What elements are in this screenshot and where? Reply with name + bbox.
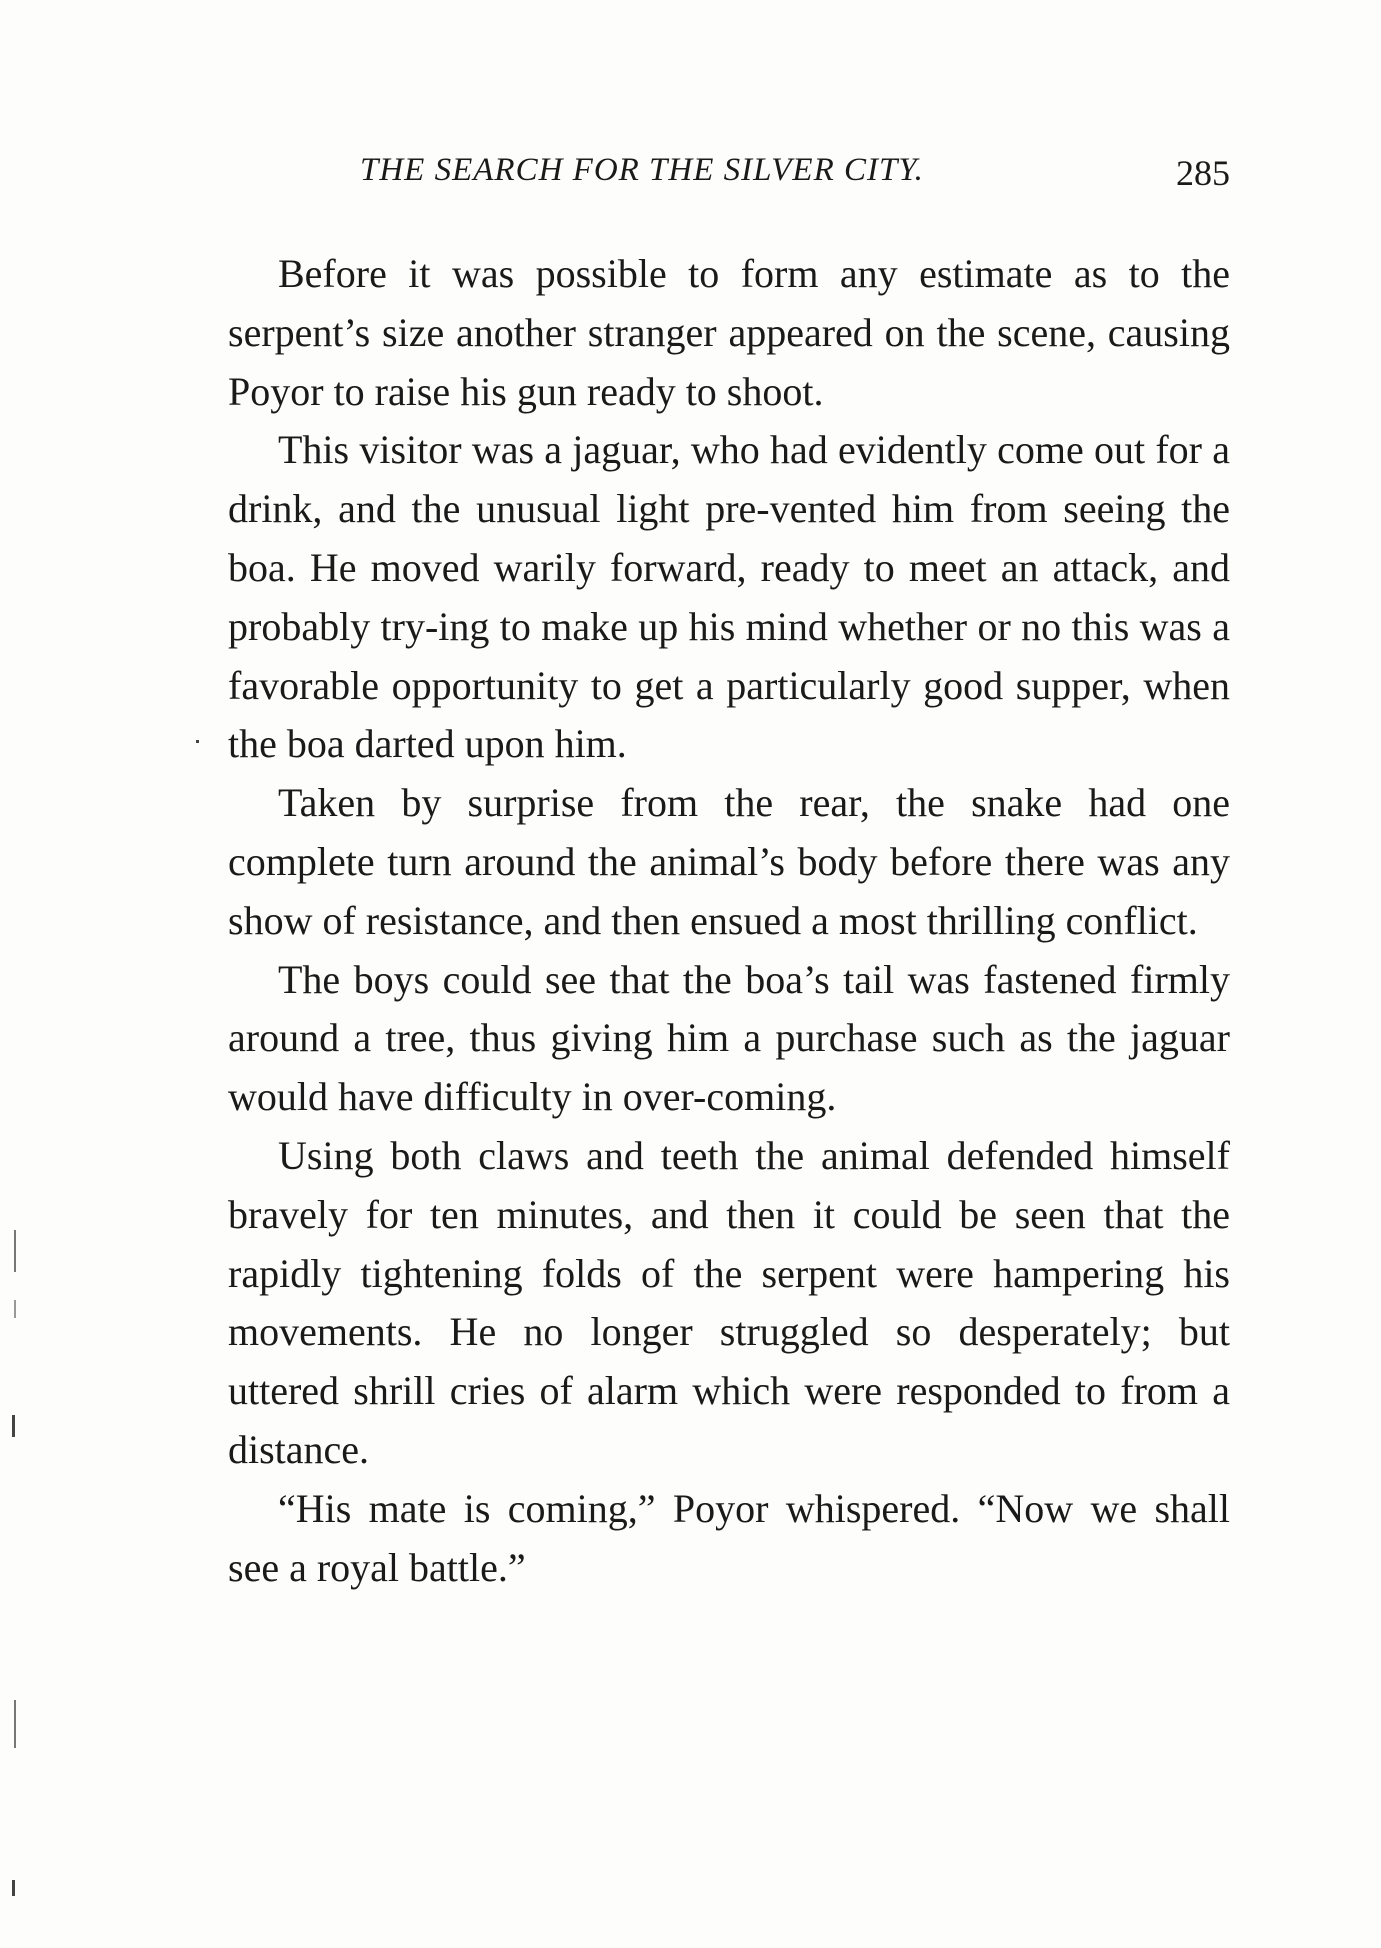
scan-speck bbox=[12, 1880, 15, 1896]
scan-speck bbox=[14, 1230, 16, 1272]
scan-speck bbox=[12, 1415, 15, 1437]
scan-speck bbox=[14, 1300, 16, 1318]
running-title: THE SEARCH FOR THE SILVER CITY. bbox=[360, 152, 924, 188]
scan-speck bbox=[14, 1700, 16, 1748]
body-text bbox=[228, 245, 1230, 1597]
paragraph: Using both claws and teeth the animal defended himself bravely for ten minutes, and then it could be seen that the rapidly tightening folds of the serpent were hampering his movements. He no longer struggled so desperately; but uttered shrill cries of alarm which were responded to from a distance. bbox=[228, 1132, 1230, 1472]
running-head bbox=[360, 152, 1230, 202]
paragraph: The boys could see that the boa’s tail was fastened firmly around a tree, thus giving him a purchase such as the jaguar would have difficulty in over-coming. bbox=[228, 956, 1230, 1120]
page-number: 285 bbox=[1176, 153, 1230, 193]
scan-speck bbox=[196, 740, 199, 743]
paragraph: “His mate is coming,” Poyor whispered. “Now we shall see a royal battle.” bbox=[228, 1485, 1230, 1590]
paragraph: Taken by surprise from the rear, the snake had one complete turn around the animal’s body before there was any show of resistance, and then ensued a most thrilling conflict. bbox=[228, 780, 1230, 943]
paragraph: This visitor was a jaguar, who had evidently come out for a drink, and the unusual light pre-vented him from seeing the boa. He moved warily forward, ready to meet an attack, and probably try-ing to make up his mind whether or no this was a favorable opportunity to get a particularly good supper, when the boa darted upon him. bbox=[228, 427, 1230, 767]
paragraph: Before it was possible to form any estimate as to the serpent’s size another stranger appeared on the scene, causing Poyor to raise his gun ready to shoot. bbox=[228, 251, 1230, 414]
